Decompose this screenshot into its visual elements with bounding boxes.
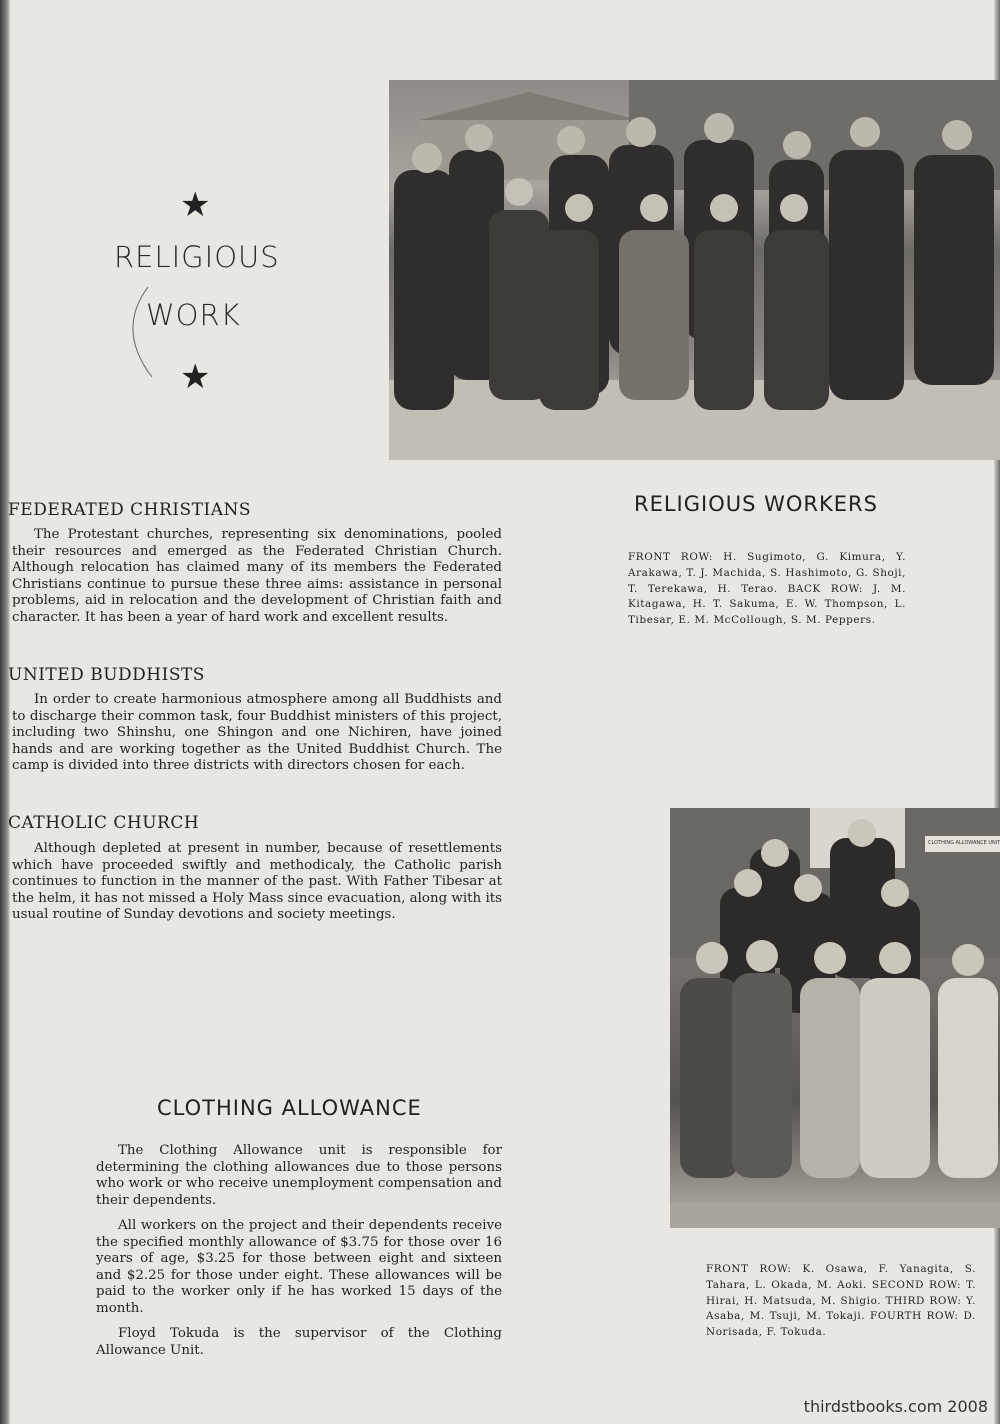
- clothing-allowance-sign: CLOTHING ALLOWANCE UNIT: [928, 840, 1000, 846]
- religious-workers-photo: [389, 80, 1000, 460]
- heading-federated-christians: FEDERATED CHRISTIANS: [8, 500, 252, 520]
- title-work: WORK: [146, 298, 241, 332]
- religious-workers-caption: FRONT ROW: H. Sugimoto, G. Kimura, Y. Arakawa, T. J. Machida, S. Hashimoto, G. Shoji, T. Terekawa, H. Terao. BACK ROW: J. M. Kitagawa, H. T. Sakuma, E. W. Thompson, L. Tibesar, E. M. McCollough, S. M. Peppers.: [628, 551, 906, 627]
- decorative-arc: [118, 285, 158, 380]
- star-icon: ★: [180, 185, 211, 225]
- book-spine-shadow: [0, 0, 10, 1424]
- title-religious: RELIGIOUS: [114, 240, 280, 274]
- clothing-paragraph-1: The Clothing Allowance unit is responsible for determining the clothing allowances due to those persons who work or who receive unemployment compensation and their dependents.: [96, 1143, 502, 1208]
- catholic-church-text: [12, 841, 502, 924]
- united-buddhists-text: [12, 692, 502, 775]
- clothing-allowance-caption: FRONT ROW: K. Osawa, F. Yanagita, S. Tahara, L. Okada, M. Aoki. SECOND ROW: T. Hirai, H. Matsuda, M. Shigio. THIRD ROW: Y. Asaba, M. Tsuji, M. Tokaji. FOURTH ROW: D. Norisada, F. Tokuda.: [706, 1263, 976, 1339]
- clothing-allowance-photo: [670, 808, 1000, 1228]
- clothing-allowance-text: [96, 1143, 502, 1359]
- heading-catholic-church: CATHOLIC CHURCH: [8, 813, 200, 833]
- heading-united-buddhists: UNITED BUDDHISTS: [8, 665, 205, 685]
- watermark: thirdstbooks.com 2008: [803, 1397, 988, 1416]
- federated-christians-text: [12, 527, 502, 626]
- united-buddhists-paragraph: In order to create harmonious atmosphere among all Buddhists and to discharge their common task, four Buddhist ministers of this project, including two Shinshu, one Shingon and one Nichiren, have joined hands and are working together as the United Buddhist Church. The camp is divided into three districts with directors chosen for each.: [12, 692, 502, 773]
- religious-workers-title: RELIGIOUS WORKERS: [634, 492, 878, 516]
- catholic-church-paragraph: Although depleted at present in number, because of resettlements which have proceeded swiftly and methodicaly, the Catholic parish continues to function in the manner of the past. With Father Tibesar at the helm, it has not missed a Holy Mass since evacuation, along with its usual routine of Sunday devotions and society meetings.: [12, 841, 502, 922]
- clothing-paragraph-2: All workers on the project and their dependents receive the specified monthly allowance of $3.75 for those over 16 years of age, $3.25 for those between eight and sixteen and $2.25 for those under eight. These allowances will be paid to the worker only if he has worked 15 days of the month.: [96, 1218, 502, 1316]
- clothing-paragraph-3: Floyd Tokuda is the supervisor of the Clothing Allowance Unit.: [96, 1326, 502, 1358]
- clothing-allowance-title: CLOTHING ALLOWANCE: [157, 1096, 422, 1120]
- star-icon: ★: [180, 357, 211, 397]
- federated-christians-paragraph: The Protestant churches, representing six denominations, pooled their resources and emerged as the Federated Christian Church. Although relocation has claimed many of its members the Federated Christians continue to pursue these three aims: assistance in personal problems, aid in relocation and the development of Christian faith and character. It has been a year of hard work and excellent results.: [12, 527, 502, 625]
